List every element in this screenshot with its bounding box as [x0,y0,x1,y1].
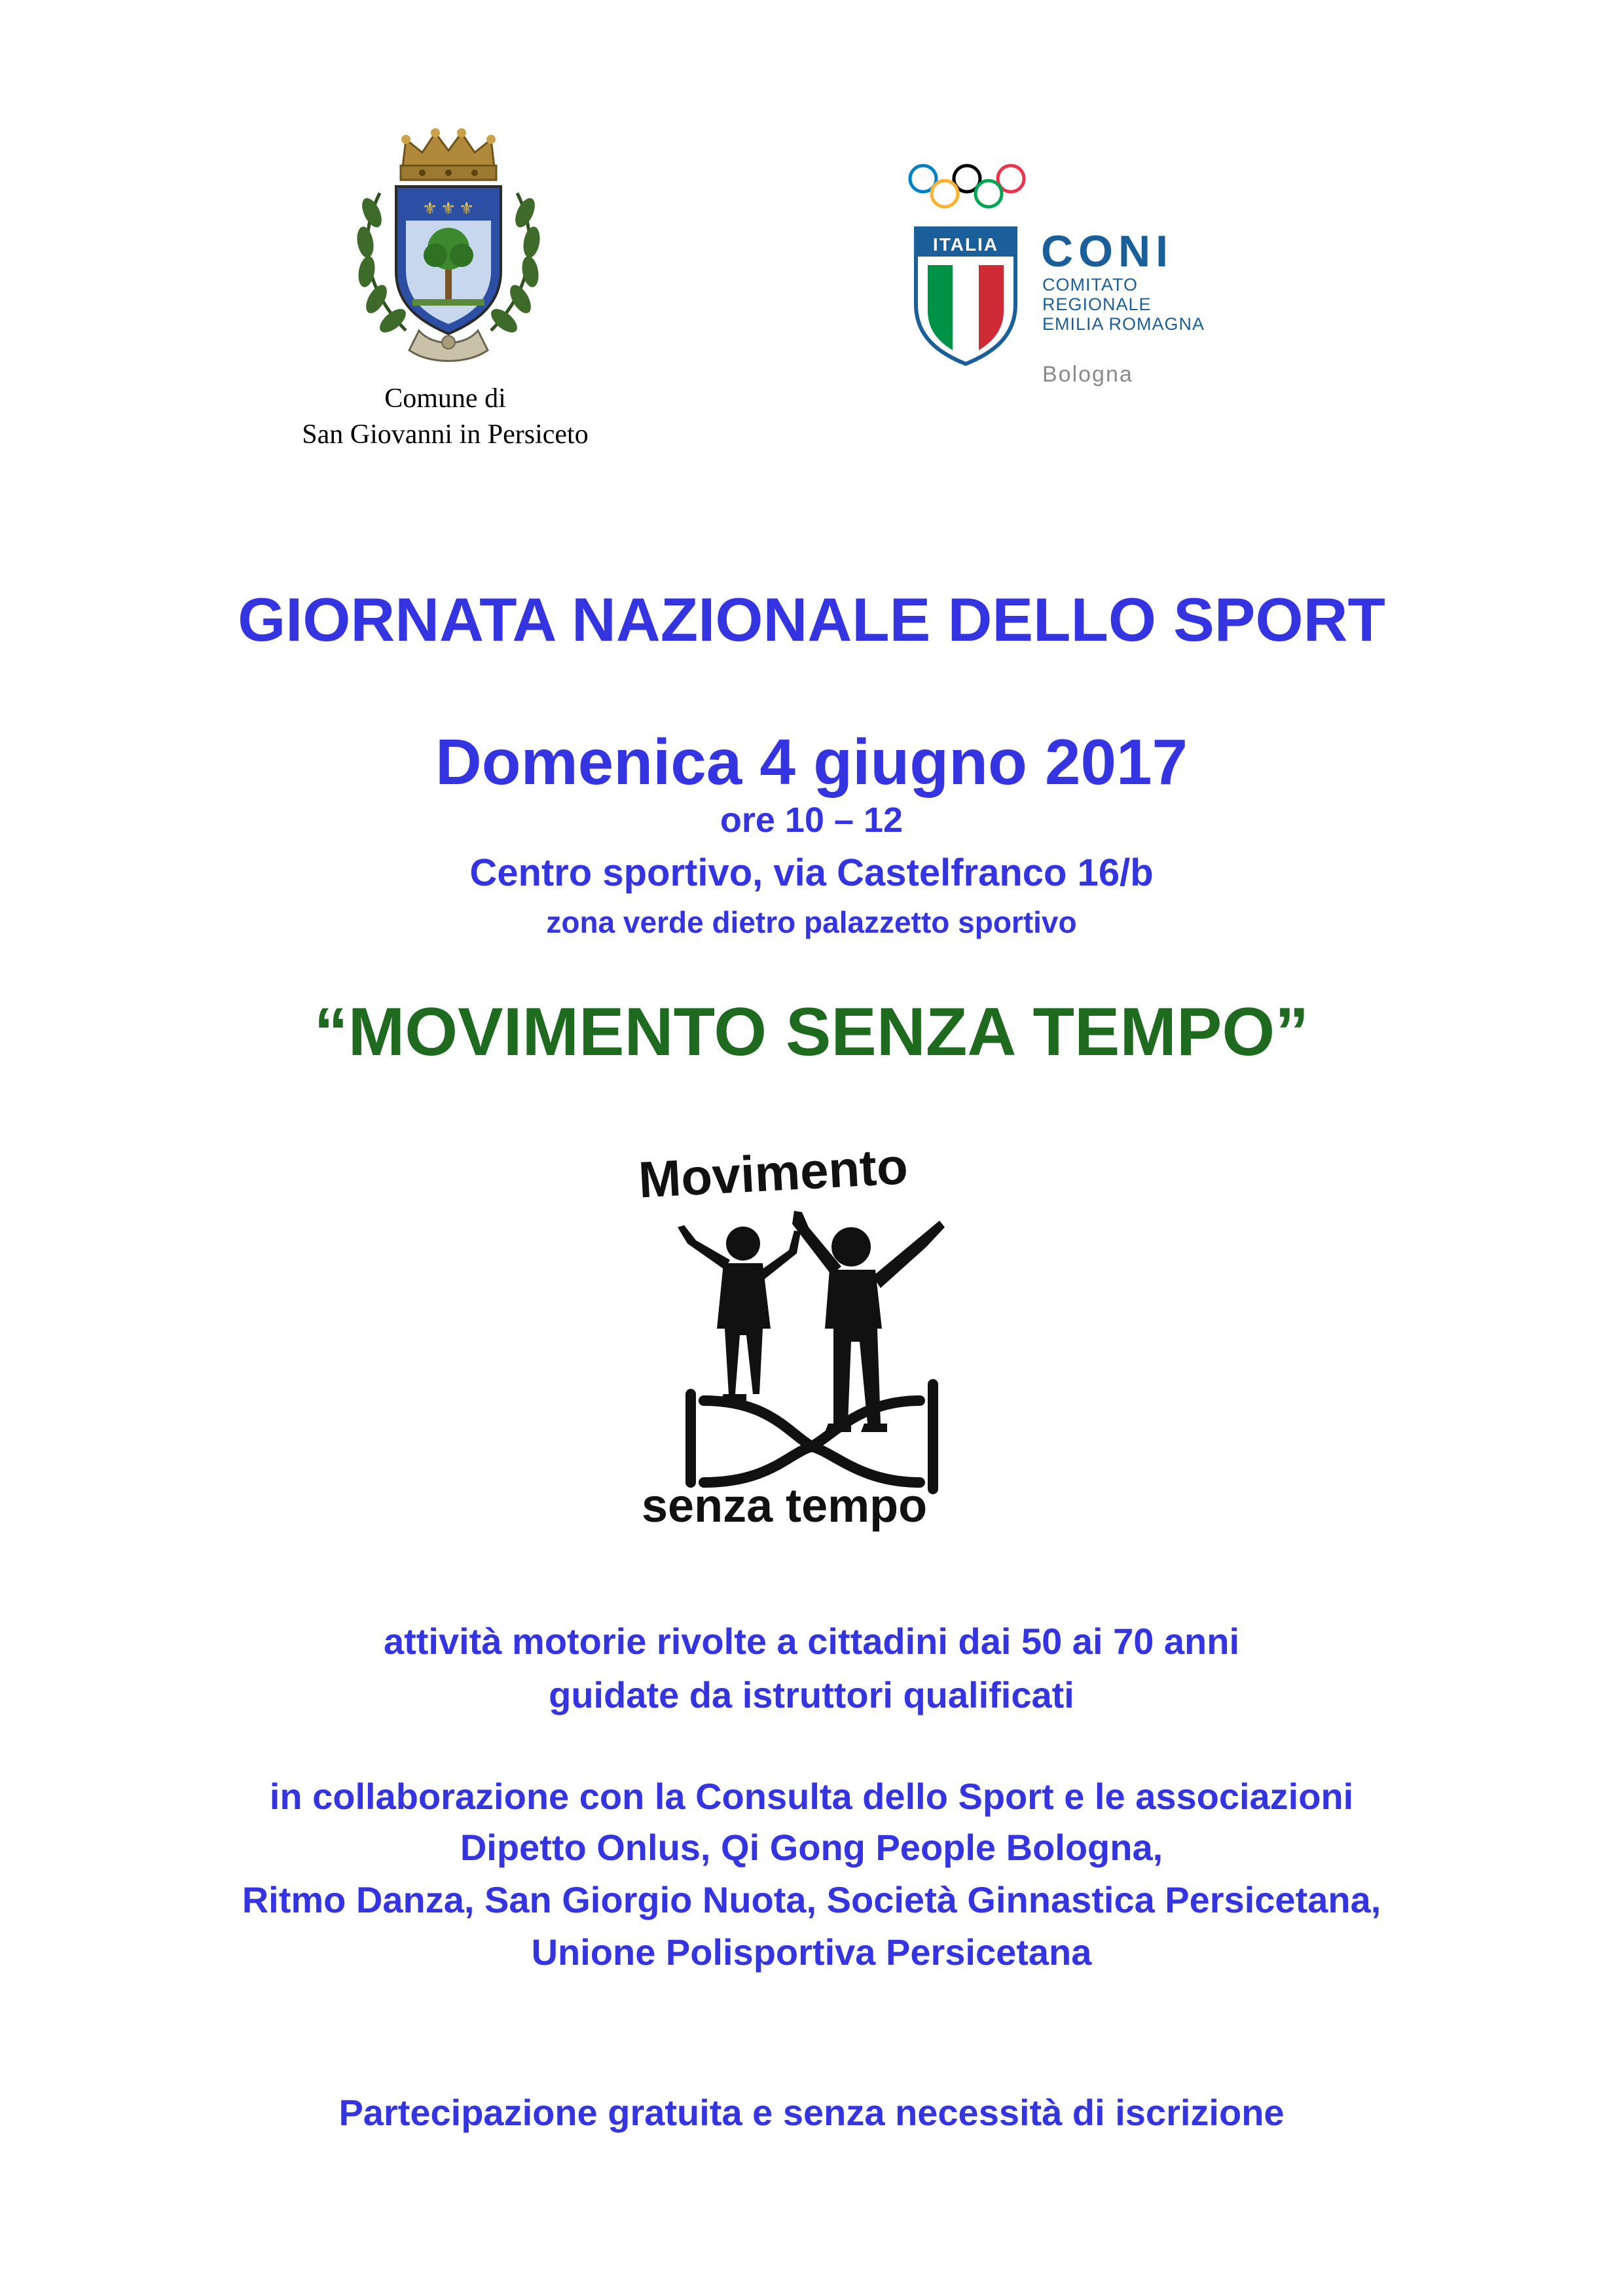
coni-city: Bologna [1042,362,1133,387]
woman-silhouette-icon [678,1225,801,1401]
svg-text:⚜: ⚜ [441,199,456,219]
event-date: Domenica 4 giugno 2017 [435,726,1188,798]
logo-top-text: Movimento [636,1137,909,1209]
description-line2: guidate da istruttori qualificati [549,1674,1074,1715]
participation-note: Partecipazione gratuita e senza necessità di iscrizione [338,2092,1285,2133]
coni-subtitle-line1: COMITATO [1042,275,1138,295]
description-line1: attività motorie rivolte a cittadini dai 50 ai 70 anni [383,1621,1240,1662]
olympic-rings-icon [907,162,1028,211]
svg-text:⚜: ⚜ [422,199,438,219]
logo-bottom-text: senza tempo [642,1480,928,1532]
coni-subtitle-line2: REGIONALE [1042,295,1152,314]
event-area: zona verde dietro palazzetto sportivo [546,905,1077,939]
event-title: GIORNATA NAZIONALE DELLO SPORT [238,585,1385,654]
event-venue: Centro sportivo, via Castelfranco 16/b [469,852,1154,894]
collaboration-line4: Unione Polisportiva Persicetana [531,1931,1092,1973]
comune-coat-of-arms [340,121,556,376]
coni-subtitle-line3: EMILIA ROMAGNA [1042,314,1205,334]
svg-text:⚜: ⚜ [459,199,475,219]
coni-italia-shield-icon [913,226,1018,367]
coni-name: CONI [1041,226,1173,276]
event-time: ore 10 – 12 [720,800,903,840]
comune-name-line2: San Giovanni in Persiceto [302,420,589,450]
comune-name-line1: Comune di [384,384,506,414]
crown-icon [401,128,496,180]
coni-shield-label: ITALIA [932,234,999,255]
program-slogan: “MOVIMENTO SENZA TEMPO” [314,994,1309,1070]
shield-icon [396,187,501,334]
collaboration-line1: in collaborazione con la Consulta dello Sport e le associazioni [269,1776,1354,1817]
collaboration-line2: Dipetto Onlus, Qi Gong People Bologna, [460,1827,1163,1868]
movimento-senza-tempo-logo [625,1113,1018,1532]
collaboration-line3: Ritmo Danza, San Giorgio Nuota, Società Ginnastica Persicetana, [242,1879,1381,1920]
